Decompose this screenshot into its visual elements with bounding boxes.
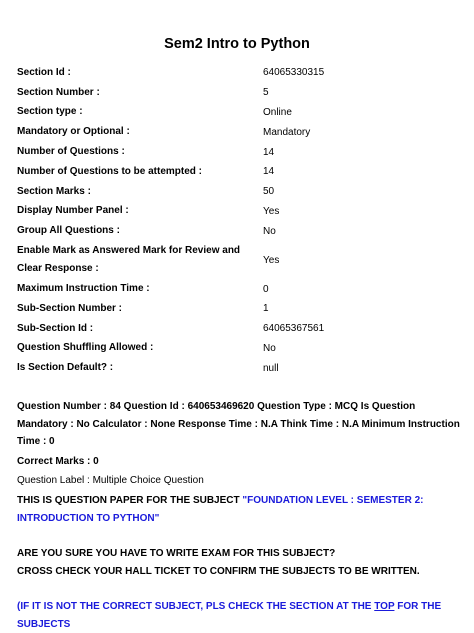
info-value: 64065367561 bbox=[263, 323, 325, 335]
section-info-table bbox=[17, 63, 457, 378]
correct-marks: Correct Marks : 0 bbox=[17, 456, 99, 467]
info-label: Section Marks : bbox=[17, 185, 91, 197]
info-label: Enable Mark as Answered Mark for Review and Clear Response : bbox=[17, 245, 241, 275]
info-value: 50 bbox=[263, 186, 275, 198]
info-row bbox=[17, 142, 457, 162]
info-row bbox=[17, 122, 457, 142]
info-value: null bbox=[263, 362, 279, 374]
question-label: Question Label : Multiple Choice Question bbox=[17, 475, 204, 486]
info-value: 14 bbox=[263, 166, 275, 178]
info-value: 0 bbox=[263, 283, 269, 295]
info-label: Group All Questions : bbox=[17, 225, 120, 237]
info-row bbox=[17, 202, 457, 222]
info-row bbox=[17, 162, 457, 182]
info-label: Number of Questions : bbox=[17, 146, 125, 158]
info-row bbox=[17, 182, 457, 202]
info-value: 1 bbox=[263, 303, 269, 315]
confirm-line-1: ARE YOU SURE YOU HAVE TO WRITE EXAM FOR THIS SUBJECT? bbox=[17, 548, 336, 559]
info-value: Mandatory bbox=[263, 126, 311, 138]
subject-name: "FOUNDATION LEVEL : SEMESTER 2: INTRODUCTION TO PYTHON" bbox=[17, 495, 424, 524]
info-label: Section Number : bbox=[17, 86, 100, 98]
subject-statement bbox=[17, 492, 467, 527]
info-row bbox=[17, 241, 457, 279]
info-row bbox=[17, 103, 457, 123]
info-label: Maximum Instruction Time : bbox=[17, 283, 150, 295]
info-value: Online bbox=[263, 106, 292, 118]
info-label: Section Id : bbox=[17, 66, 71, 78]
info-label: Sub-Section Id : bbox=[17, 322, 94, 334]
info-row bbox=[17, 63, 457, 83]
info-row bbox=[17, 221, 457, 241]
info-label: Question Shuffling Allowed : bbox=[17, 342, 154, 354]
question-header: Question Number : 84 Question Id : 640653469620 Question Type : MCQ Is Question Mandatory : No Calculator : None Response Time : N.A Think Time : N.A Minimum Instruction Time : 0 bbox=[17, 401, 460, 447]
info-row bbox=[17, 339, 457, 359]
info-value: Yes bbox=[263, 205, 280, 217]
confirm-line-2: CROSS CHECK YOUR HALL TICKET TO CONFIRM THE SUBJECTS TO BE WRITTEN. bbox=[17, 566, 420, 577]
info-row bbox=[17, 319, 457, 339]
info-label: Sub-Section Number : bbox=[17, 302, 123, 314]
info-value: 5 bbox=[263, 87, 269, 99]
info-value: No bbox=[263, 342, 276, 354]
info-label: Is Section Default? : bbox=[17, 362, 114, 374]
info-label: Section type : bbox=[17, 106, 83, 118]
info-value: 14 bbox=[263, 146, 275, 158]
warning-suffix: FOR THE SUBJECTS bbox=[17, 601, 442, 630]
subject-prefix: THIS IS QUESTION PAPER FOR THE SUBJECT bbox=[17, 495, 243, 506]
info-value: No bbox=[263, 225, 276, 237]
info-row bbox=[17, 299, 457, 319]
info-value: 64065330315 bbox=[263, 67, 325, 79]
info-row bbox=[17, 83, 457, 103]
page-title: Sem2 Intro to Python bbox=[164, 36, 310, 52]
info-value: Yes bbox=[263, 254, 280, 266]
info-row bbox=[17, 358, 457, 378]
warning-top-link[interactable]: TOP bbox=[374, 601, 395, 612]
subject-warning bbox=[17, 598, 467, 633]
info-label: Number of Questions to be attempted : bbox=[17, 165, 203, 177]
info-label: Mandatory or Optional : bbox=[17, 126, 130, 138]
info-row bbox=[17, 279, 457, 299]
warning-prefix: (IF IT IS NOT THE CORRECT SUBJECT, PLS CHECK THE SECTION AT THE bbox=[17, 601, 375, 612]
info-label: Display Number Panel : bbox=[17, 205, 129, 217]
